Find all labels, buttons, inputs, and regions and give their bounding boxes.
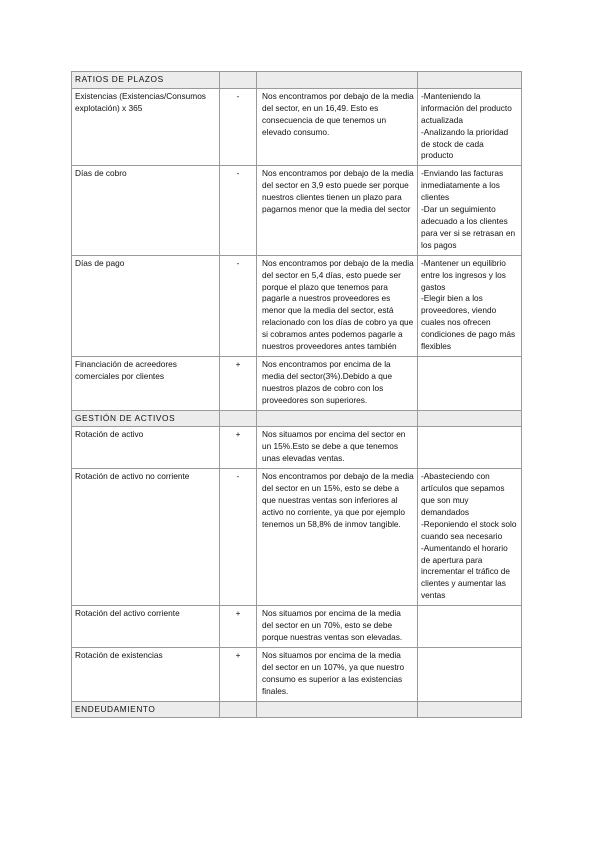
ratio-comment: Nos encontramos por debajo de la media del sector, en un 16,49. Esto es consecuencia de que tenemos un elevado consumo. — [257, 88, 418, 165]
ratio-actions — [418, 166, 522, 255]
section-empty-cell — [257, 72, 418, 89]
section-empty-cell — [418, 72, 522, 89]
ratio-sign: + — [220, 427, 257, 469]
ratio-name: Rotación de existencias — [72, 647, 220, 701]
table-row — [72, 88, 522, 165]
section-empty-cell — [220, 410, 257, 427]
ratio-comment: Nos situamos por encima de la media del sector en un 70%, esto se debe porque nuestras ventas son elevadas. — [257, 606, 418, 648]
ratio-actions — [418, 469, 522, 606]
action-item: -Analizando la prioridad de stock de cada producto — [421, 126, 509, 161]
action-item: -Dar un seguimiento adecuado a los clientes para ver si se retrasan en los pagos — [421, 204, 516, 250]
ratio-name: Días de cobro — [72, 166, 220, 255]
action-item: -Manteniendo la información del producto actualizada — [421, 90, 512, 125]
section-empty-cell — [257, 410, 418, 427]
ratio-name: Rotación de activo no corriente — [72, 469, 220, 606]
ratio-actions — [418, 255, 522, 356]
action-item: -Enviando las facturas inmediatamente a los clientes — [421, 168, 504, 203]
table-row — [72, 255, 522, 356]
ratio-actions — [418, 356, 522, 410]
ratio-sign: - — [220, 88, 257, 165]
section-title: ENDEUDAMIENTO — [72, 701, 220, 718]
action-item: -Reponiendo el stock solo cuando sea necesario — [421, 518, 517, 541]
section-empty-cell — [220, 701, 257, 718]
ratio-name: Días de pago — [72, 255, 220, 356]
table-row — [72, 356, 522, 410]
action-item: -Aumentando el horario de apertura para incrementar el tráfico de clientes y aumentar las ventas — [421, 542, 511, 601]
ratio-sign: + — [220, 606, 257, 648]
ratio-sign: - — [220, 469, 257, 606]
ratio-comment: Nos situamos por encima del sector en un 15%.Esto se debe a que tenemos unas elevadas ventas. — [257, 427, 418, 469]
ratio-name: Existencias (Existencias/Consumos explotación) x 365 — [72, 88, 220, 165]
ratios-table — [71, 71, 522, 718]
ratio-comment: Nos encontramos por debajo de la media del sector en 3,9 esto puede ser porque nuestros clientes tienen un plazo para pagarnos menor que la media del sector — [257, 166, 418, 255]
ratio-comment: Nos encontramos por encima de la media del sector(3%).Debido a que nuestros plazos de cobro con los proveedores son superiores. — [257, 356, 418, 410]
ratio-actions — [418, 606, 522, 648]
ratio-actions — [418, 427, 522, 469]
section-empty-cell — [418, 701, 522, 718]
ratio-name: Rotación de activo — [72, 427, 220, 469]
ratio-name: Financiación de acreedores comerciales por clientes — [72, 356, 220, 410]
section-header-row — [72, 410, 522, 427]
section-empty-cell — [257, 701, 418, 718]
action-item: -Elegir bien a los proveedores, viendo cuales nos ofrecen condiciones de pago más flexibles — [421, 293, 516, 352]
ratio-comment: Nos situamos por encima de la media del sector en un 107%, ya que nuestro consumo es superior a las existencias finales. — [257, 647, 418, 701]
action-item: -Mantener un equilibrio entre los ingresos y los gastos — [421, 257, 506, 292]
ratio-comment: Nos encontramos por debajo de la media del sector en 5,4 días, esto puede ser porque el plazo que tenemos para pagarle a nuestros proveedores es menor que la media del sector, está relacionado con los días de cobro ya que si cobramos antes podemos pagarle a nuestros proveedores antes también — [257, 255, 418, 356]
ratio-sign: - — [220, 166, 257, 255]
ratio-name: Rotación del activo corriente — [72, 606, 220, 648]
table-row — [72, 427, 522, 469]
ratio-actions — [418, 647, 522, 701]
section-title: GESTIÓN DE ACTIVOS — [72, 410, 220, 427]
ratio-comment: Nos encontramos por debajo de la media del sector en un 15%, esto se debe a que nuestras ventas son inferiores al activo no corriente, ya que por ejemplo tenemos un 58,8% de inmov tangible. — [257, 469, 418, 606]
section-header-row — [72, 72, 522, 89]
table-row — [72, 606, 522, 648]
ratio-sign: - — [220, 255, 257, 356]
section-empty-cell — [418, 410, 522, 427]
table-row — [72, 166, 522, 255]
action-item: -Abasteciendo con artículos que sepamos que son muy demandados — [421, 471, 505, 517]
ratio-actions — [418, 88, 522, 165]
table-row — [72, 647, 522, 701]
ratio-sign: + — [220, 356, 257, 410]
section-empty-cell — [220, 72, 257, 89]
ratio-sign: + — [220, 647, 257, 701]
section-title: RATIOS DE PLAZOS — [72, 72, 220, 89]
table-row — [72, 469, 522, 606]
ratios-table-body — [72, 72, 522, 718]
section-header-row — [72, 701, 522, 718]
